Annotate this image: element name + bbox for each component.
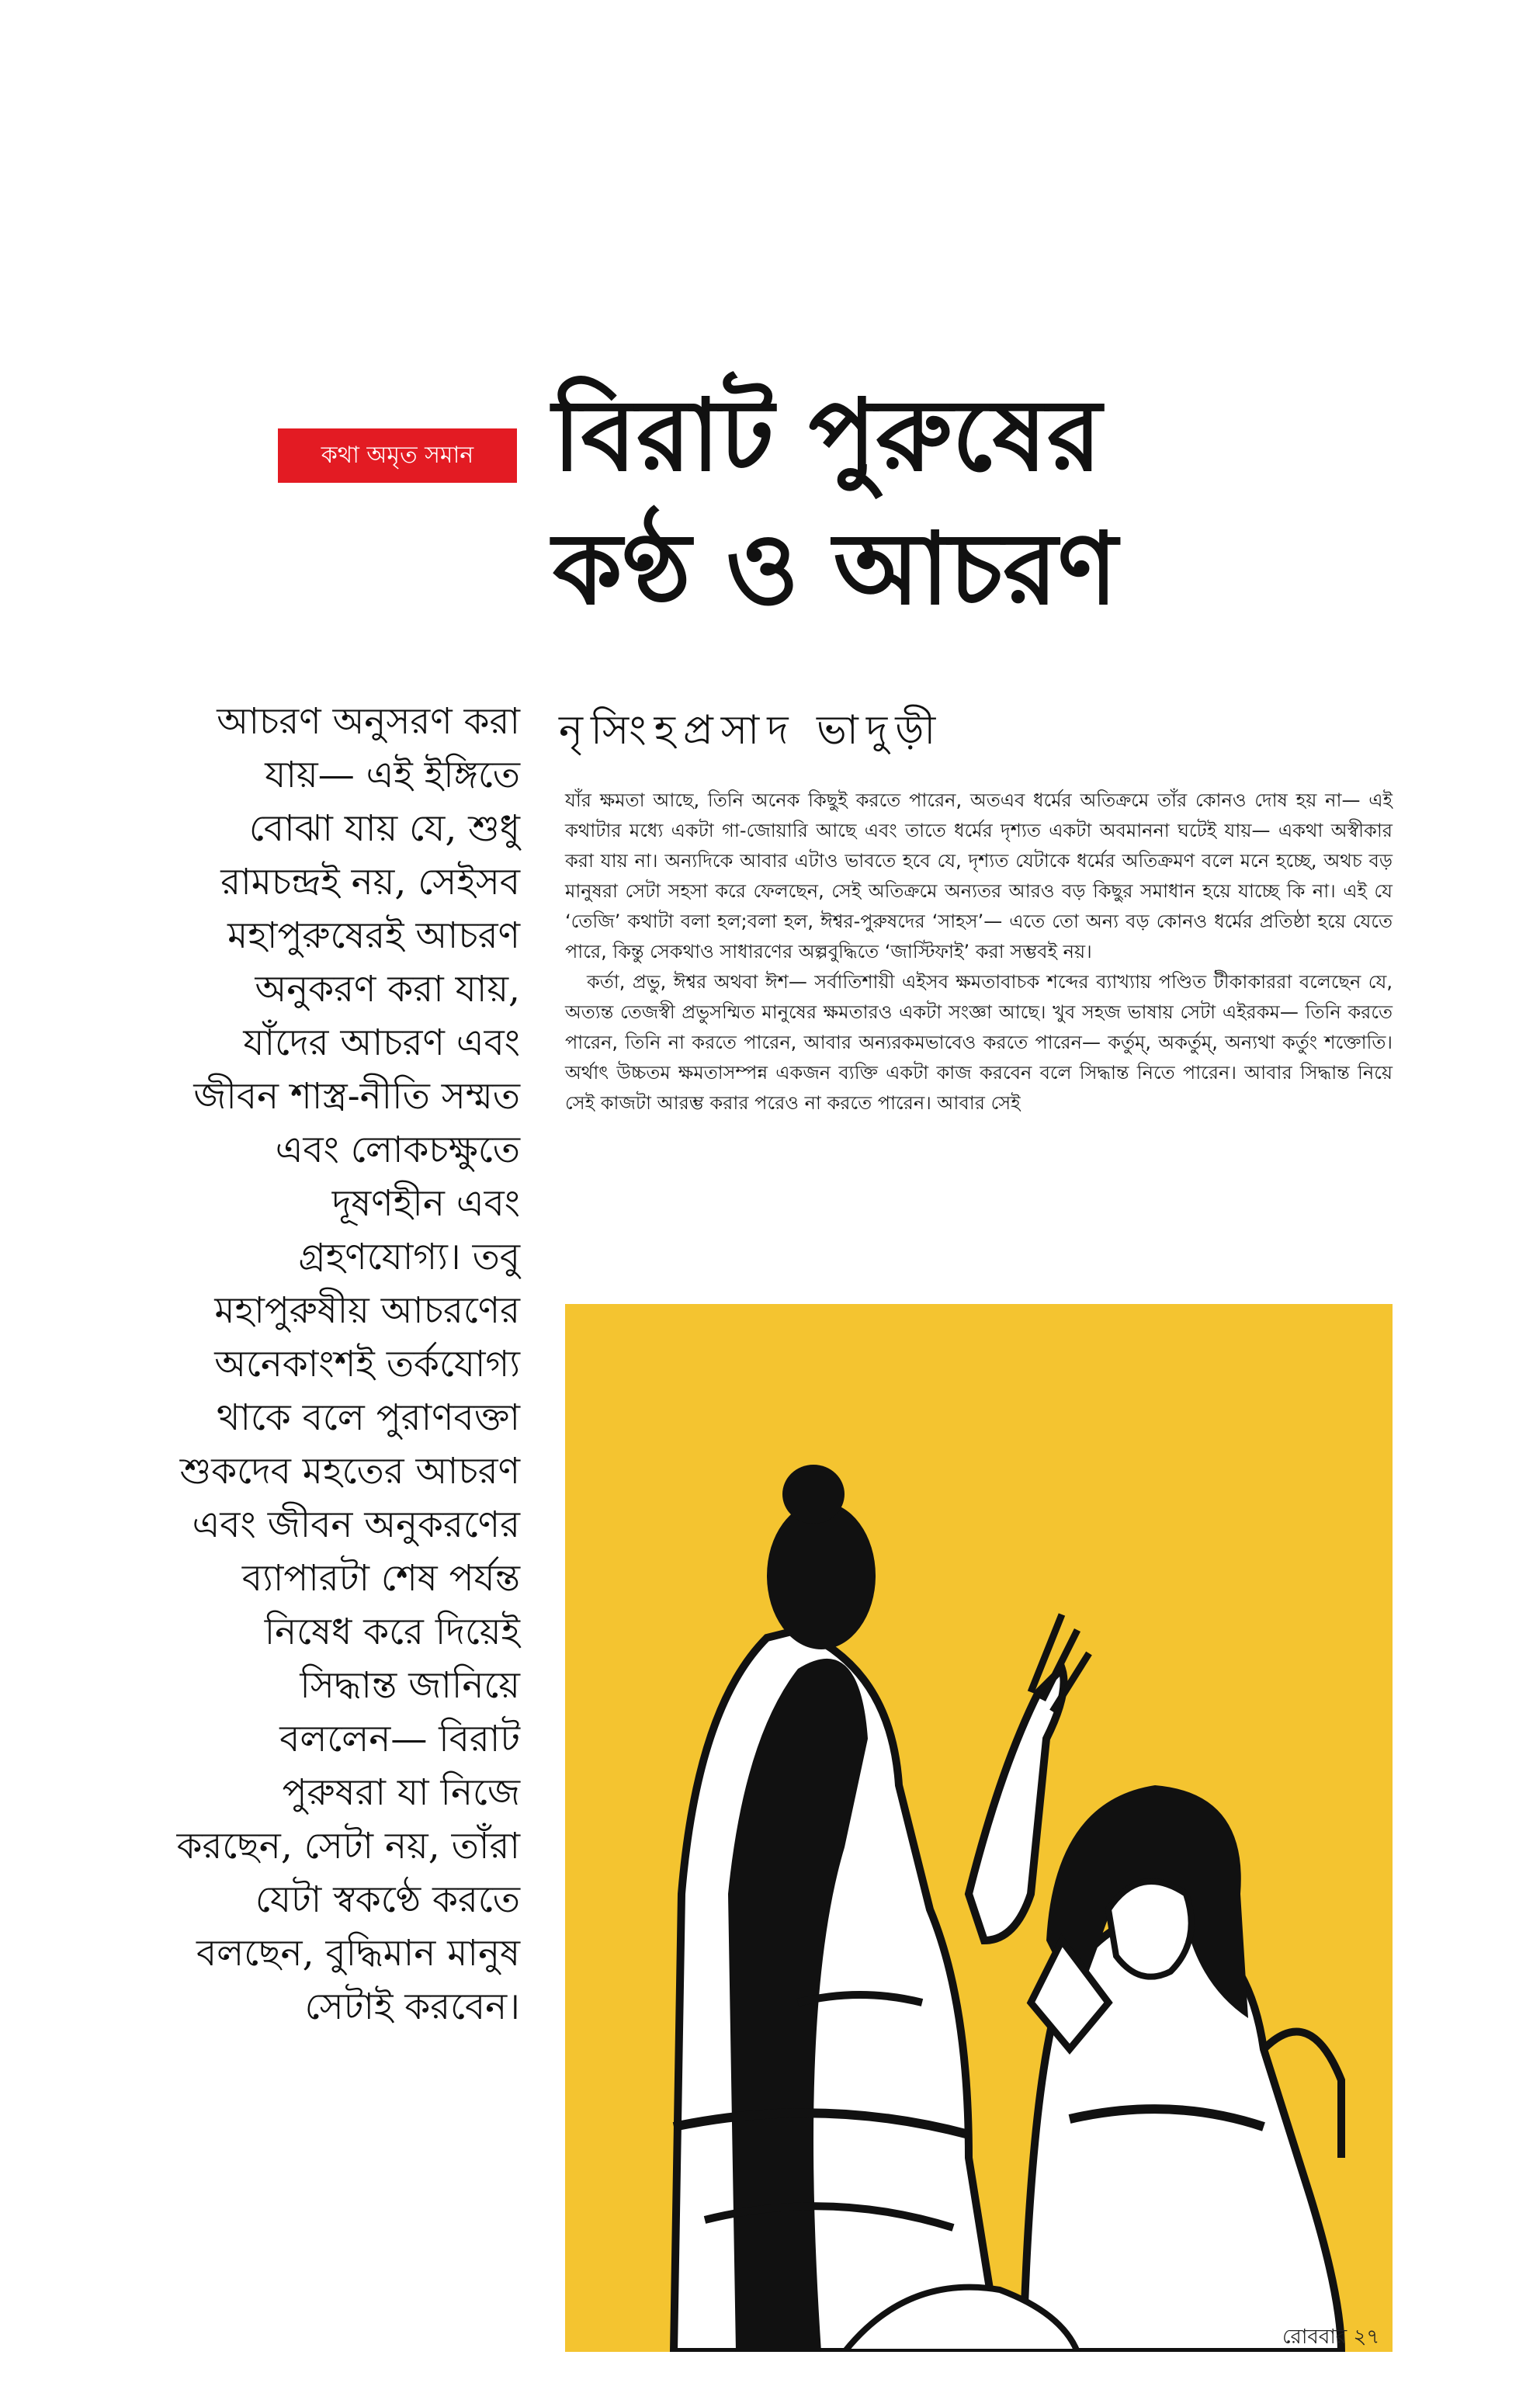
pull-quote-line: সেটাই করবেন। — [304, 1985, 520, 2028]
pull-quote-line: জীবন শাস্ত্র-নীতি সম্মত — [193, 1075, 520, 1118]
pull-quote-line: আচরণ অনুসরণ করা — [217, 700, 520, 743]
pull-quote-line: ব্যাপারটা শেষ পর্যন্ত — [241, 1557, 520, 1600]
author-byline: নৃসিংহপ্রসাদ ভাদুড়ী — [559, 707, 944, 754]
pull-quote-line: দূষণহীন এবং — [331, 1182, 520, 1225]
pull-quote-line: গ্রহণযোগ্য। তবু — [298, 1236, 520, 1278]
pull-quote-line: মহাপুরুষেরই আচরণ — [227, 914, 520, 957]
pull-quote-line: নিষেধ করে দিয়েই — [264, 1611, 520, 1653]
body-paragraph: যাঁর ক্ষমতা আছে, তিনি অনেক কিছুই করতে পারেন, অতএব ধর্মের অতিক্রমে তাঁর কোনও দোষ হয় না— এই কথাটার মধ্যে একটা গা-জোয়ারি আছে এবং তাতে ধর্মের দৃশ্যত একটা অবমাননা ঘটেই যায়— একথা অস্বীকার করা যায় না। অন্যদিকে আবার এটাও ভাবতে হবে যে, দৃশ্যত যেটাকে ধর্মের অতিক্রমণ বলে মনে হচ্ছে, অথচ বড় মানুষরা সেটা সহসা করে ফেলছেন, সেই অতিক্রমে অন্যতর আরও বড় কিছুর সমাধান হয়ে যাচ্ছে কি না। এই যে ‘তেজি’ কথাটা বলা হল;বলা হল, ঈশ্বর-পুরুষদের ‘সাহস’— এতে তো অন্য বড় কোনও ধর্মের প্রতিষ্ঠা হয়ে যেতে পারে, কিন্তু সেকথাও সাধারণের অল্পবুদ্ধিতে ‘জাস্টিফাই’ করা সম্ভবই নয়। — [565, 789, 1393, 962]
title-line: কণ্ঠ ও আচরণ — [553, 511, 1118, 627]
section-badge: কথা অমৃত সমান — [278, 428, 517, 483]
pull-quote-line: অনুকরণ করা যায়, — [255, 968, 520, 1011]
pull-quote-line: বললেন— বিরাট — [279, 1718, 520, 1760]
pull-quote-line: অনেকাংশই তর্কযোগ্য — [214, 1343, 520, 1386]
pull-quote-line: রামচন্দ্রই নয়, সেইসব — [220, 861, 520, 903]
illustration — [565, 1304, 1393, 2352]
pull-quote-line: পুরুষরা যা নিজে — [282, 1771, 520, 1814]
title-line: বিরাট পুরুষের — [553, 377, 1102, 494]
page-footer: রোববার ২৭ — [1282, 2325, 1380, 2349]
pull-quote-line: যায়— এই ইঙ্গিতে — [265, 754, 520, 796]
illustration-drawing — [565, 1304, 1393, 2352]
pull-quote-line: বোঝা যায় যে, শুধু — [248, 807, 520, 850]
article-body — [565, 786, 1393, 1118]
pull-quote-line: শুকদেব মহতের আচরণ — [179, 1450, 520, 1493]
pull-quote-line: থাকে বলে পুরাণবক্তা — [216, 1396, 520, 1439]
pull-quote-line: এবং জীবন অনুকরণের — [192, 1503, 520, 1546]
pull-quote-line: এবং লোকচক্ষুতে — [275, 1129, 520, 1171]
body-paragraph: কর্তা, প্রভু, ঈশ্বর অথবা ঈশ— সর্বাতিশায়ী এইসব ক্ষমতাবাচক শব্দের ব্যাখ্যায় পণ্ডিত টীকাকাররা বলেছেন যে, অত্যন্ত তেজস্বী প্রভুসম্মিত মানুষের ক্ষমতারও একটা সংজ্ঞা আছে। খুব সহজ ভাষায় সেটা এইরকম— তিনি করতে পারেন, তিনি না করতে পারেন, আবার অন্যরকমভাবেও করতে পারেন— কর্তুম্‌, অকর্তুম্‌, অন্যথা কর্তুং শক্তোতি। অর্থাৎ উচ্চতম ক্ষমতাসম্পন্ন একজন ব্যক্তি একটা কাজ করবেন বলে সিদ্ধান্ত নিতে পারেন। আবার সিদ্ধান্ত নিয়ে সেই কাজটা আরম্ভ করার পরেও না করতে পারেন। আবার সেই — [565, 971, 1393, 1114]
pull-quote — [101, 695, 520, 2034]
pull-quote-line: যেটা স্বকণ্ঠে করতে — [255, 1878, 520, 1921]
pull-quote-line: মহাপুরুষীয় আচরণের — [214, 1289, 520, 1332]
article-title — [553, 369, 1251, 636]
pull-quote-line: সিদ্ধান্ত জানিয়ে — [300, 1664, 520, 1707]
pull-quote-line: করছেন, সেটা নয়, তাঁরা — [176, 1825, 520, 1868]
pull-quote-line: বলছেন, বুদ্ধিমান মানুষ — [196, 1932, 520, 1975]
pull-quote-line: যাঁদের আচরণ এবং — [243, 1021, 520, 1064]
